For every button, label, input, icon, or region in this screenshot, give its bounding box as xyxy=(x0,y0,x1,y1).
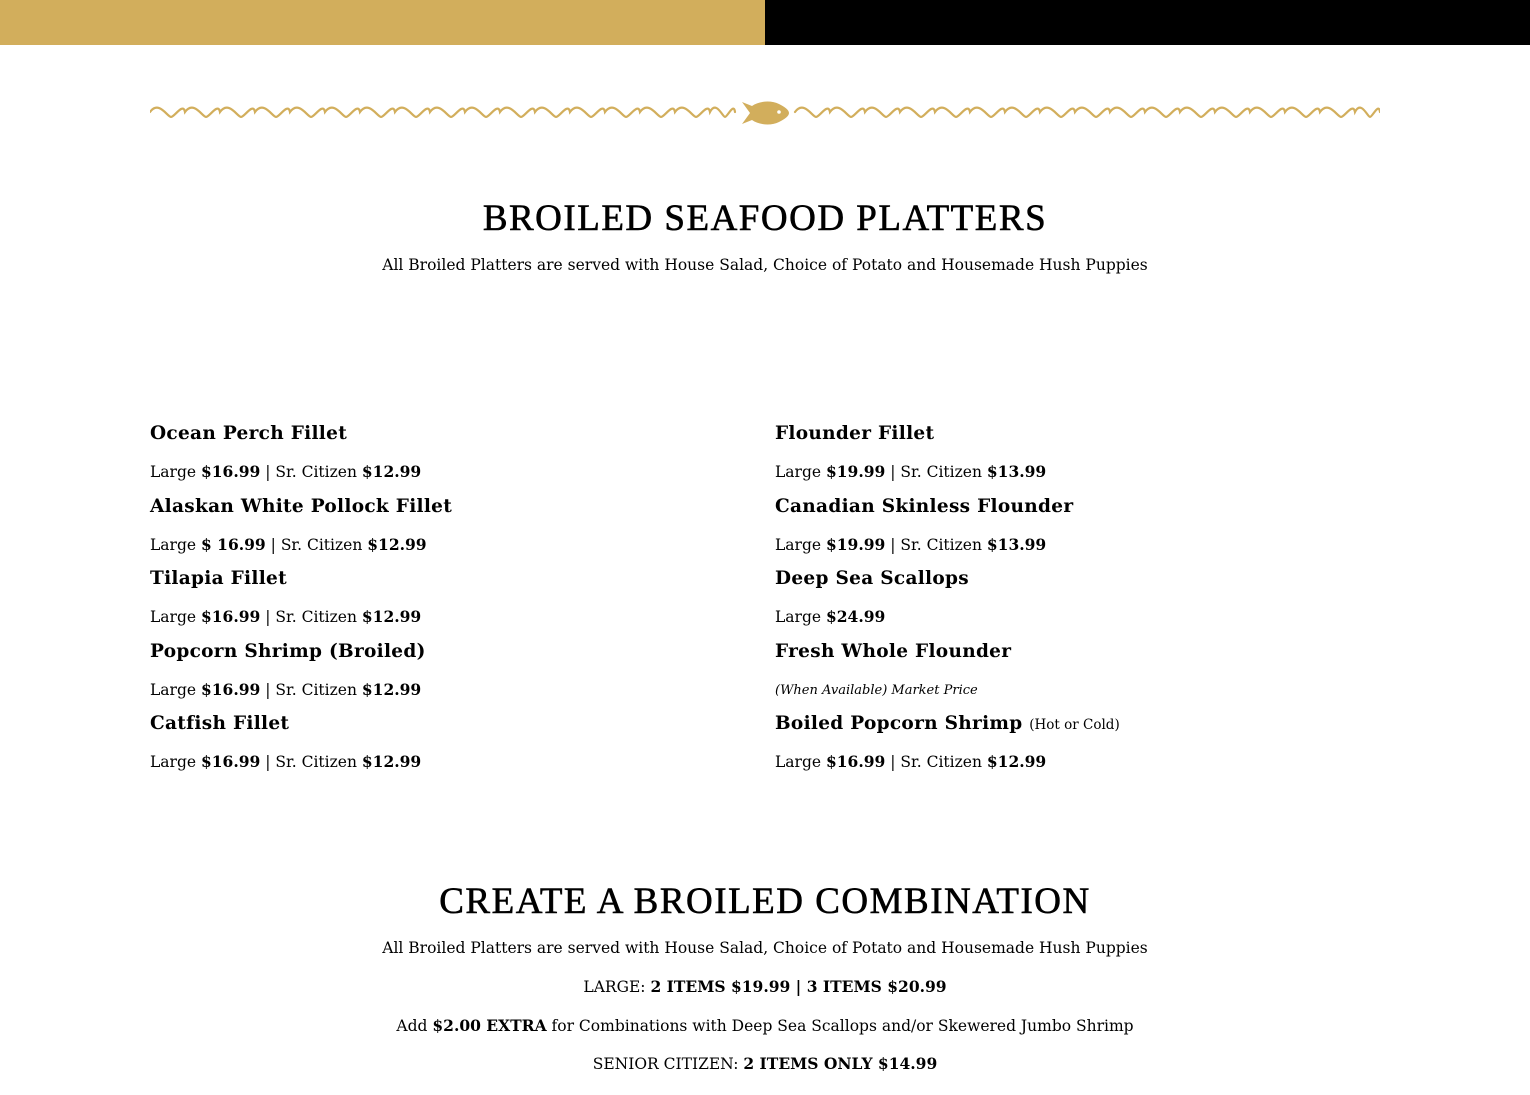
item-price: Large $16.99 | Sr. Citizen $12.99 xyxy=(150,607,422,626)
item-name: Flounder Fillet xyxy=(775,423,935,444)
item-price: Large $24.99 xyxy=(775,607,886,626)
menu-item xyxy=(775,639,1375,712)
menu-column-left xyxy=(150,421,750,784)
item-name: Boiled Popcorn Shrimp (Hot or Cold) xyxy=(775,713,1120,734)
menu-item xyxy=(150,566,750,639)
item-name: Deep Sea Scallops xyxy=(775,568,969,589)
item-price: Large $19.99 | Sr. Citizen $13.99 xyxy=(775,462,1047,481)
item-price: Large $16.99 | Sr. Citizen $12.99 xyxy=(775,752,1047,771)
item-price: Large $16.99 | Sr. Citizen $12.99 xyxy=(150,679,422,699)
item-name: Catfish Fillet xyxy=(150,713,290,734)
top-color-bar xyxy=(0,0,1530,45)
market-price-note: (When Available) Market Price xyxy=(775,682,978,698)
top-bar-black xyxy=(765,0,1530,45)
combo-add-extra: Add $2.00 EXTRA for Combinations with Deep Sea Scallops and/or Skewered Jumbo Shrimp xyxy=(396,1016,1134,1035)
menu-item xyxy=(150,639,750,712)
menu-item xyxy=(150,494,750,567)
wave-divider xyxy=(150,92,1380,136)
item-price: Large $16.99 | Sr. Citizen $12.99 xyxy=(150,462,422,481)
item-name-note: (Hot or Cold) xyxy=(1029,717,1120,733)
item-name: Ocean Perch Fillet xyxy=(150,423,348,444)
section-subtitle-combination: All Broiled Platters are served with House Salad, Choice of Potato and Housemade Hush Puppies xyxy=(382,939,1148,957)
menu-item xyxy=(775,494,1375,567)
item-price: Large $19.99 | Sr. Citizen $13.99 xyxy=(775,534,1047,554)
wave-right xyxy=(795,108,1380,117)
item-price: Large $ 16.99 | Sr. Citizen $12.99 xyxy=(150,534,427,554)
top-bar-gold xyxy=(0,0,765,45)
menu-item xyxy=(775,566,1375,639)
combo-large-pricing: LARGE: 2 ITEMS $19.99 | 3 ITEMS $20.99 xyxy=(583,977,947,996)
item-name: Alaskan White Pollock Fillet xyxy=(150,495,453,517)
menu-item xyxy=(775,421,1375,494)
section-title-broiled: BROILED SEAFOOD PLATTERS xyxy=(482,198,1048,239)
item-name: Fresh Whole Flounder xyxy=(775,640,1012,662)
menu-item xyxy=(150,711,750,784)
menu-item xyxy=(775,711,1375,784)
menu-item xyxy=(150,421,750,494)
item-name: Popcorn Shrimp (Broiled) xyxy=(150,640,426,662)
combo-senior-pricing: SENIOR CITIZEN: 2 ITEMS ONLY $14.99 xyxy=(592,1054,938,1073)
section-title-combination: CREATE A BROILED COMBINATION xyxy=(439,881,1091,922)
menu-column-right xyxy=(775,421,1375,784)
item-price xyxy=(775,680,978,698)
wave-left xyxy=(150,108,735,117)
item-name: Tilapia Fillet xyxy=(150,568,287,589)
item-price: Large $16.99 | Sr. Citizen $12.99 xyxy=(150,752,422,771)
section-subtitle-broiled: All Broiled Platters are served with House Salad, Choice of Potato and Housemade Hush Puppies xyxy=(382,256,1148,274)
fish-icon xyxy=(742,102,789,125)
item-name: Canadian Skinless Flounder xyxy=(775,495,1074,517)
